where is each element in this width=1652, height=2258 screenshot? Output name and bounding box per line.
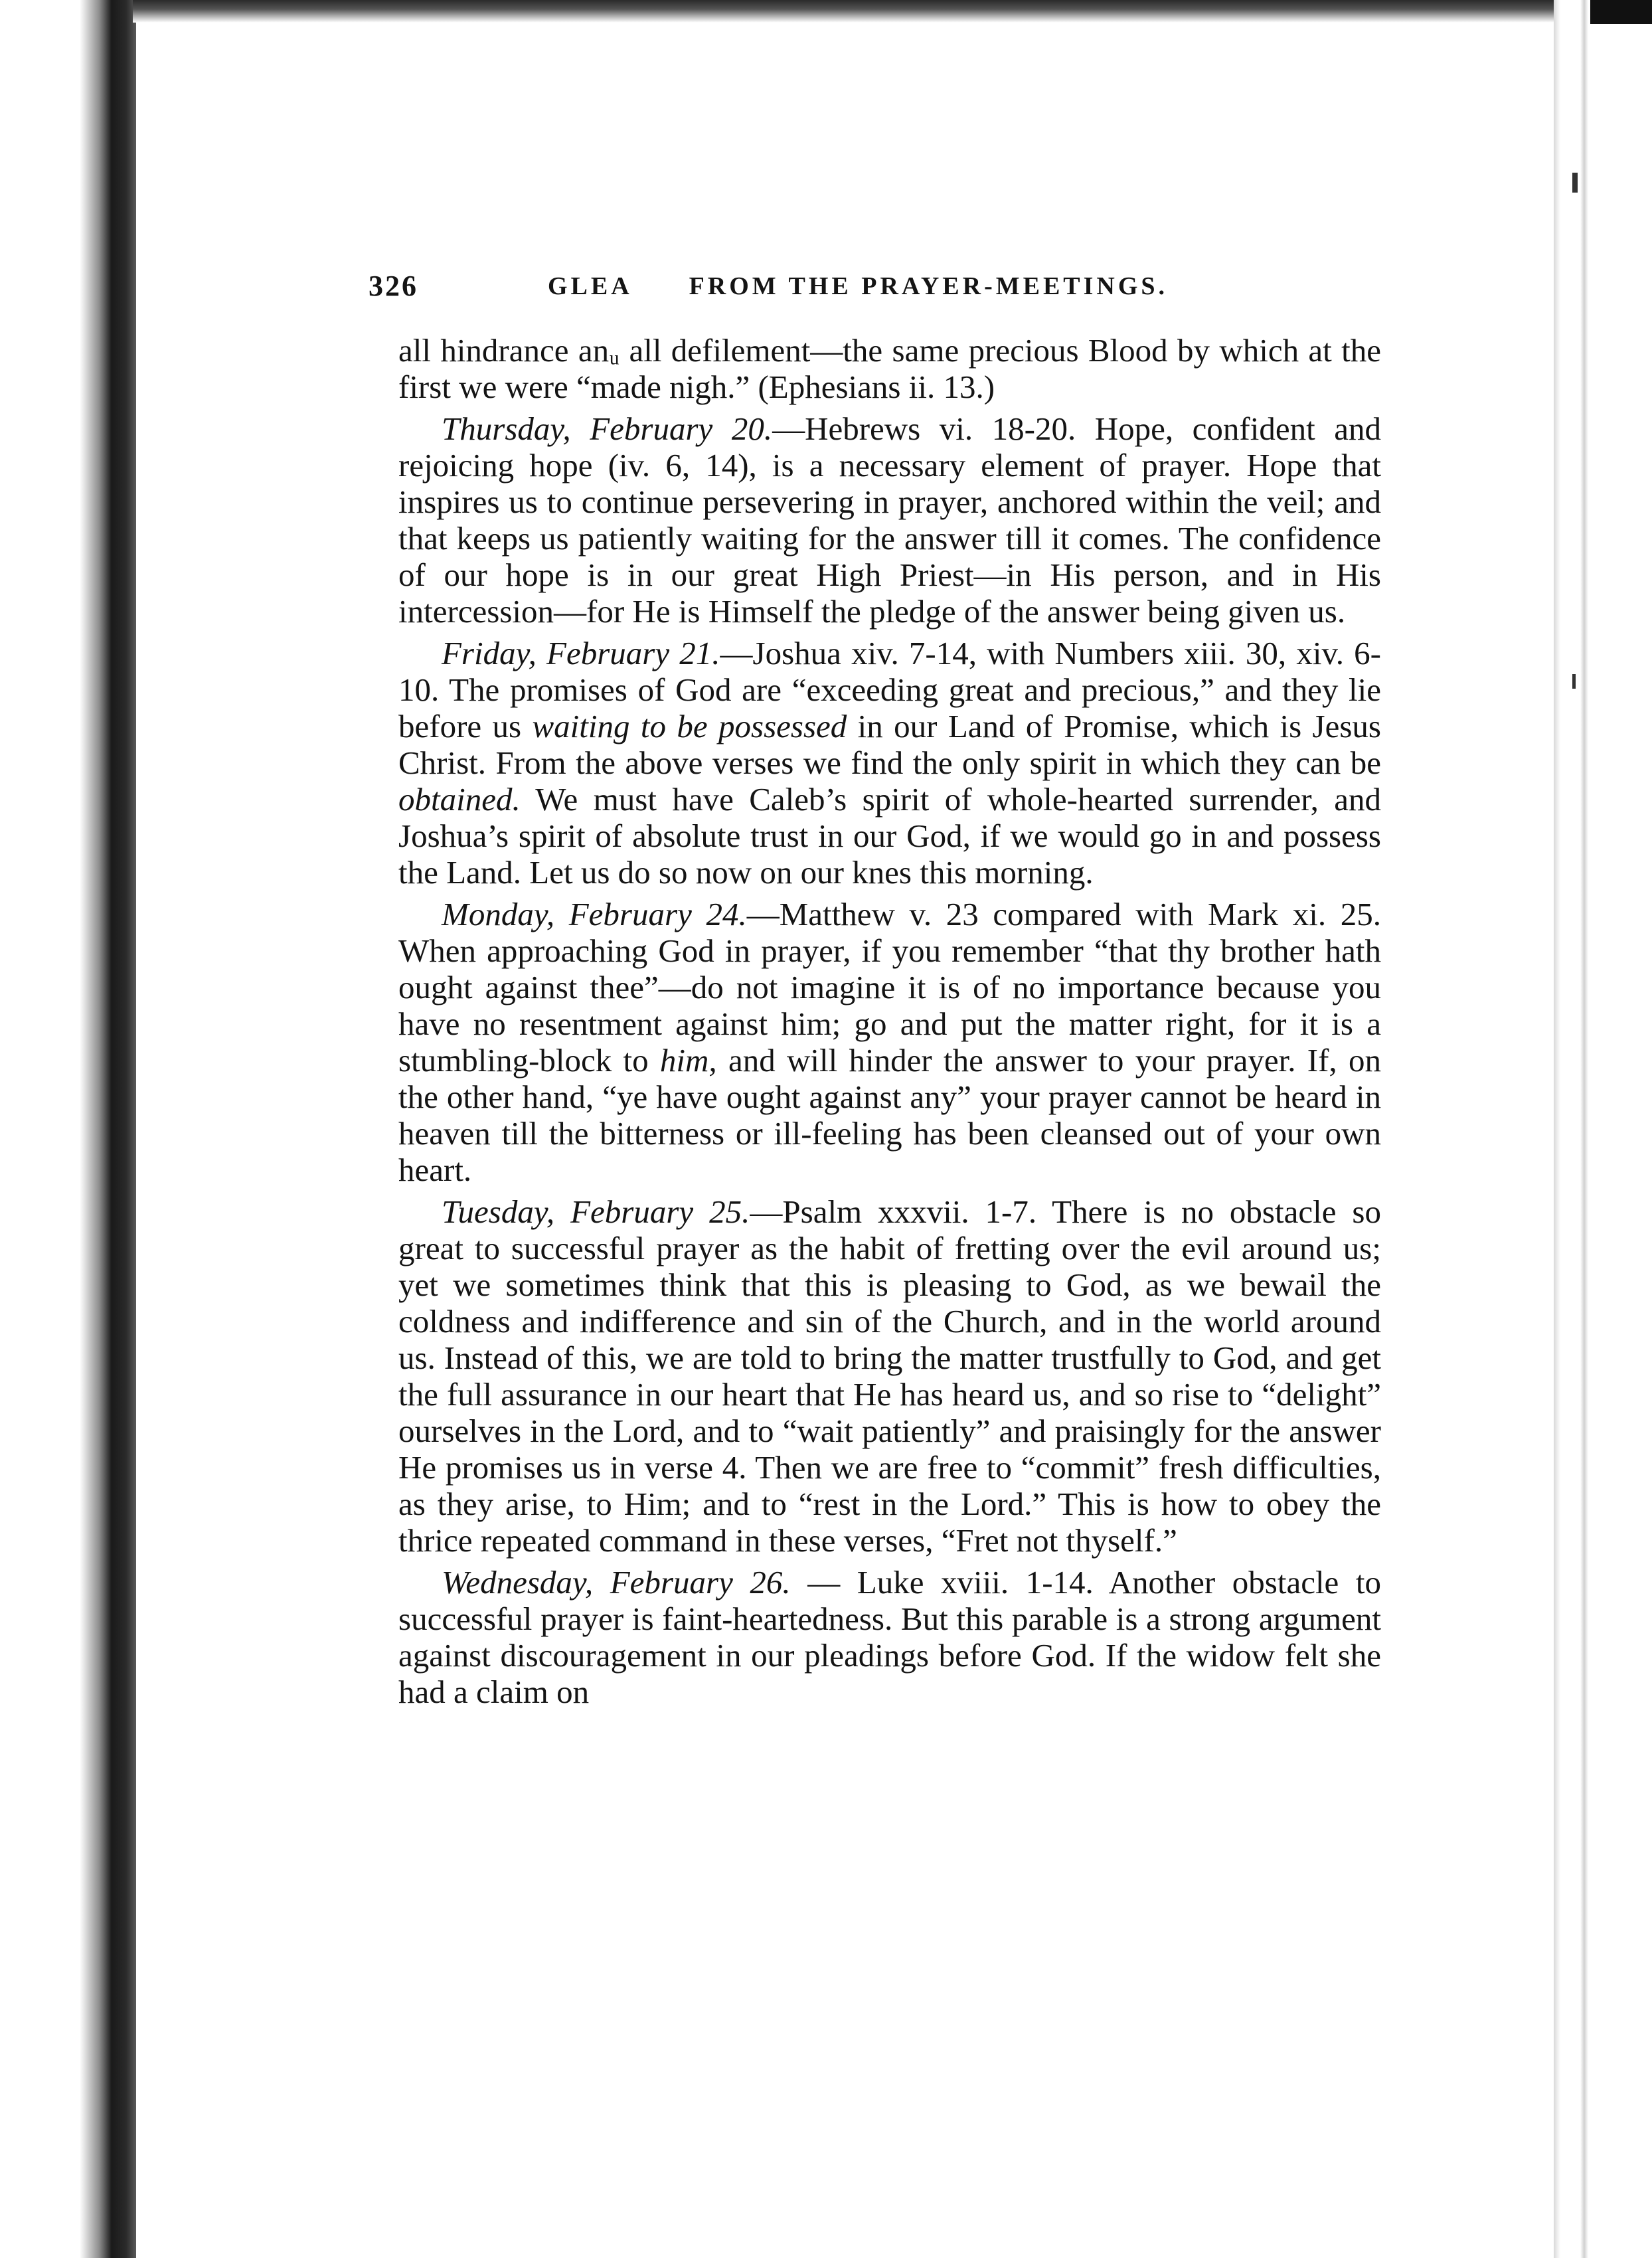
- entry-date: Tuesday, February 25.: [442, 1193, 750, 1230]
- entry-tuesday: [398, 1193, 1381, 1559]
- entry-monday: [398, 896, 1381, 1188]
- entry-emphasis: him,: [659, 1042, 717, 1079]
- entry-friday: [398, 635, 1381, 891]
- entry-text: —Matthew v. 23 compared with Mark xi. 25. When approaching God in prayer, if you remember “that thy brother hath ought against thee”—do not imagine it is of no importance because you have no resentment against him; go and put the matter right, for it is a stumbling-block to: [398, 896, 1381, 1079]
- scan-right-corner: [1590, 0, 1652, 24]
- entry-text: — Luke xviii. 1-14. Another obstacle to successful prayer is faint-heartedness. But this parable is a strong argument against discouragement in our pleadings before God. If the widow felt she had a claim on: [398, 1564, 1381, 1710]
- running-head: GLEA FROM THE PRAYER-MEETINGS.: [548, 272, 1169, 300]
- entry-thursday: [398, 410, 1381, 630]
- opening-paragraph: all hindrance anᵤ all defilement—the same precious Blood by which at the first we were “made nigh.” (Ephesians ii. 13.): [398, 332, 1381, 405]
- scan-left-shadow: [0, 0, 136, 2258]
- entry-date: Thursday, February 20.: [442, 410, 773, 447]
- next-page-edge-mark: [1572, 674, 1576, 689]
- entry-date: Friday, February 21.: [442, 635, 720, 671]
- entry-text: and will hinder the answer to your prayer. If, on the other hand, “ye have ought against any” your prayer cannot be heard in heaven till the bitterness or ill-feeling has been cleansed out of your own heart.: [398, 1042, 1381, 1188]
- scan-right-edge: [1554, 0, 1652, 2258]
- scan-top-edge: [133, 0, 1560, 23]
- next-page-edge-mark: [1572, 173, 1578, 193]
- entry-text: in our Land of Promise, which is Jesus Christ. From the above verses we find the only spirit in which they can be: [398, 708, 1381, 781]
- body-text: [398, 332, 1381, 1710]
- entry-date: Monday, February 24.: [442, 896, 747, 932]
- entry-emphasis: obtained.: [398, 781, 521, 818]
- entry-text: —Hebrews vi. 18-20. Hope, confident and rejoicing hope (iv. 6, 14), is a necessary element of prayer. Hope that inspires us to continue persevering in prayer, anchored within the veil; and that keeps us patiently waiting for the answer till it comes. The confidence of our hope is in our great High Priest—in His person, and in His intercession—for He is Himself the pledge of the answer being given us.: [398, 410, 1382, 630]
- entry-emphasis: waiting to be possessed: [532, 708, 847, 744]
- entry-date: Wednesday, February 26.: [442, 1564, 791, 1601]
- page-header: [369, 269, 1232, 309]
- page-number: 326: [369, 270, 418, 302]
- entry-text: We must have Caleb’s spirit of whole-hearted surrender, and Joshua’s spirit of absolute trust in our God, if we would go in and possess the Land. Let us do so now on our kne⁠⁠s this morning.: [398, 781, 1381, 891]
- entry-text: —Psalm xxxvii. 1-7. There is no obstacle so great to successful prayer as the habit of fretting over the evil around us; yet we sometimes think that this is pleasing to God, as we bewail the coldness and indifference and sin of the Church, and in the world around us. Instead of this, we are told to bring the matter trustfully to God, and get the full assurance in our heart that He has heard us, and so rise to “delight” ourselves in the Lord, and to “wait patiently” and praisingly for the answer He promises us in verse 4. Then we are free to “commit” fresh difficulties, as they arise, to Him; and to “rest in the Lord.” This is how to obey the thrice repeated command in these verses, “Fret not thyself.”: [398, 1193, 1381, 1559]
- entry-text: —Joshua xiv. 7-14, with Numbers xiii. 30, xiv. 6-10. The promises of God are “exceeding great and precious,” and they lie before us: [398, 635, 1381, 744]
- entry-wednesday: [398, 1564, 1381, 1710]
